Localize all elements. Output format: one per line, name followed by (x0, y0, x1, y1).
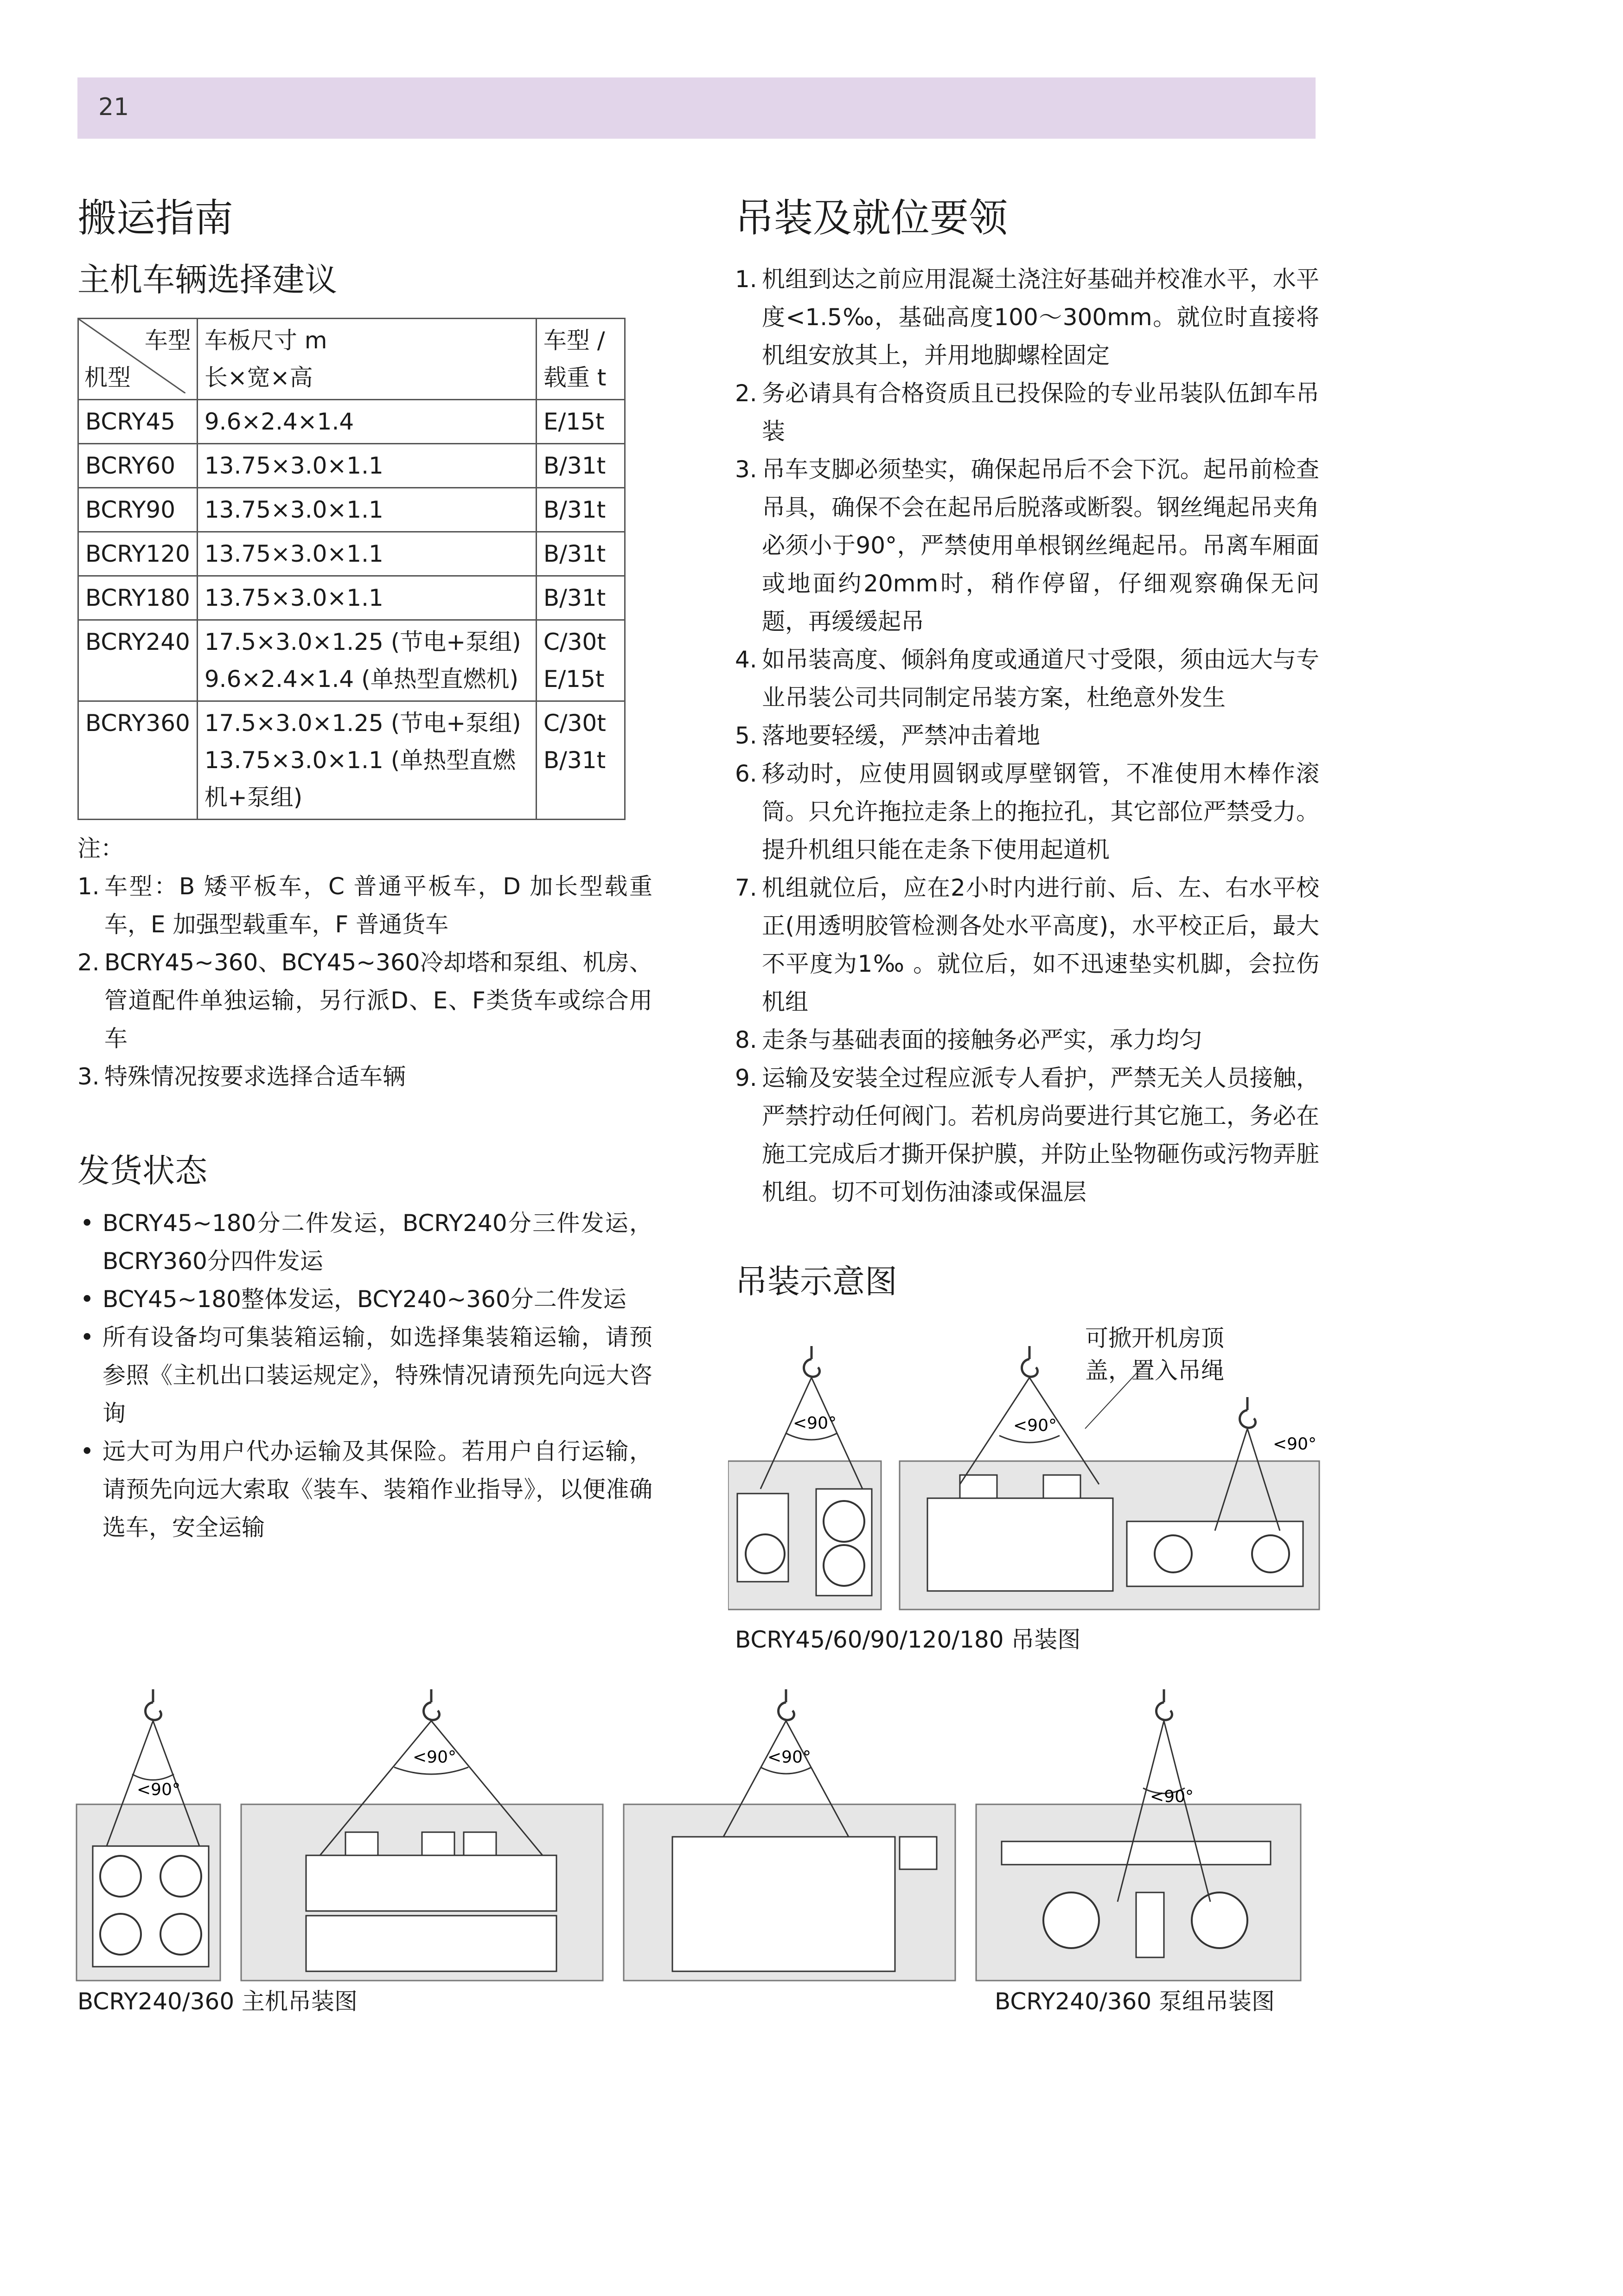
list-item: • 远大可为用户代办运输及其保险。若用户自行运输，请预先向远大索取《装车、装箱作业指导》，以便准确选车，安全运输 (80, 1437, 652, 1541)
hoisting-list (735, 260, 1319, 1211)
caption-pump-set: BCRY240/360 泵组吊装图 (995, 1988, 1275, 2015)
table-row: BCRY45 9.6×2.4×1.4 E/15t (78, 399, 625, 443)
roof-callout: 可掀开机房顶 盖，置入吊绳 (1085, 1325, 1224, 1384)
hook-icon (1157, 1689, 1172, 1720)
angle-label: <90° (137, 1780, 180, 1799)
vehicle-selection-title: 主机车辆选择建议 (77, 260, 337, 299)
angle-label: <90° (793, 1414, 837, 1433)
shipping-list (77, 1204, 652, 1546)
hook-icon (1022, 1346, 1038, 1377)
list-item: 8. 走条与基础表面的接触务必严实，承力均匀 (735, 1026, 1202, 1053)
table-row: BCRY90 13.75×3.0×1.1 B/31t (78, 487, 625, 532)
angle-label: <90° (1273, 1435, 1316, 1454)
shipping-status-title: 发货状态 (77, 1151, 207, 1190)
angle-label: <90° (1013, 1416, 1057, 1435)
hoisting-diagram-large-units (74, 1688, 1326, 1995)
list-item: 1. 机组到达之前应用混凝土浇注好基础并校准水平，水平度<1.5‰，基础高度100～300mm。就位时直接将机组安放其上，并用地脚螺栓固定 (735, 265, 1319, 369)
list-item: 9. 运输及安装全过程应派专人看护，严禁无关人员接触，严禁拧动任何阀门。若机房尚要进行其它施工，务必在施工完成后才撕开保护膜，并防止坠物砸伤或污物弄脏机组。切不可划伤油漆或保温层 (735, 1064, 1319, 1206)
table-row: BCRY360 17.5×3.0×1.25 (节电+泵组) 13.75×3.0×1.1 (单热型直燃 机+泵组) C/30t B/31t (78, 701, 625, 819)
table-row: BCRY120 13.75×3.0×1.1 B/31t (78, 532, 625, 576)
table-row: BCRY240 17.5×3.0×1.25 (节电+泵组) 9.6×2.4×1.4 (单热型直燃机) C/30t E/15t (78, 620, 625, 701)
hook-icon (146, 1689, 161, 1720)
corner-label-model: 机型 (84, 364, 131, 391)
corner-label-vehicle-type: 车型 (144, 327, 191, 354)
angle-label: <90° (1150, 1787, 1194, 1806)
hook-icon (779, 1689, 794, 1720)
list-item: 2. BCRY45~360、BCY45~360冷却塔和泵组、机房、管道配件单独运输，另行派D、E、F类货车或综合用车 (77, 949, 652, 1052)
table-notes (77, 829, 652, 1096)
list-item: • BCRY45~180分二件发运，BCRY240分三件发运，BCRY360分四件发运 (80, 1209, 652, 1275)
table-row: BCRY60 13.75×3.0×1.1 B/31t (78, 443, 625, 487)
header-vehicle-load: 车型 / 载重 t (536, 318, 625, 399)
list-item: 5. 落地要轻缓，严禁冲击着地 (735, 722, 1040, 749)
header-board-size: 车板尺寸 m 长×宽×高 (197, 318, 536, 399)
hoisting-diagram-small-units (728, 1336, 1322, 1623)
table-row: BCRY180 13.75×3.0×1.1 B/31t (78, 576, 625, 620)
section-title-transport: 搬运指南 (77, 195, 234, 241)
list-item: 1. 车型：B 矮平板车，C 普通平板车，D 加长型载重车，E 加强型载重车，F 普通货车 (77, 872, 652, 938)
page-number: 21 (98, 93, 129, 121)
angle-label: <90° (767, 1748, 811, 1767)
list-item: • BCY45~180整体发运，BCY240~360分二件发运 (80, 1285, 626, 1313)
section-title-hoisting: 吊装及就位要领 (735, 195, 1008, 241)
hook-icon (1240, 1397, 1256, 1428)
table-header-row (78, 318, 625, 399)
vehicle-table (77, 318, 626, 820)
angle-label: <90° (413, 1748, 456, 1767)
caption-main-unit: BCRY240/360 主机吊装图 (77, 1988, 358, 2015)
list-item: 4. 如吊装高度、倾斜角度或通道尺寸受限，须由远大与专业吊装公司共同制定吊装方案，杜绝意外发生 (735, 646, 1319, 711)
hook-icon (424, 1689, 440, 1720)
page-header-bar (77, 77, 1316, 139)
list-item: 3. 特殊情况按要求选择合适车辆 (77, 1063, 406, 1090)
left-column (77, 195, 652, 1546)
table-corner-cell (78, 318, 198, 399)
right-column (735, 195, 1319, 1315)
notes-label: 注： (77, 834, 124, 862)
list-item: 3. 吊车支脚必须垫实，确保起吊后不会下沉。起吊前检查吊具，确保不会在起吊后脱落或断裂。钢丝绳起吊夹角必须小于90°，严禁使用单根钢丝绳起吊。吊离车厢面或地面约20mm时，稍作停留，仔细观察确保无问题，再缓缓起吊 (735, 455, 1319, 635)
caption-small-units: BCRY45/60/90/120/180 吊装图 (735, 1626, 1081, 1653)
list-item: • 所有设备均可集装箱运输，如选择集装箱运输，请预参照《主机出口装运规定》，特殊情况请预先向远大咨询 (80, 1323, 652, 1427)
list-item: 6. 移动时，应使用圆钢或厚壁钢管，不准使用木棒作滚筒。只允许拖拉走条上的拖拉孔，其它部位严禁受力。提升机组只能在走条下使用起道机 (735, 760, 1319, 863)
list-item: 2. 务必请具有合格资质且已投保险的专业吊装队伍卸车吊装 (735, 379, 1319, 445)
list-item: 7. 机组就位后，应在2小时内进行前、后、左、右水平校正(用透明胶管检测各处水平高度)，水平校正后，最大不平度为1‰ 。就位后，如不迅速垫实机脚，会拉伤机组 (735, 874, 1319, 1015)
hook-icon (804, 1346, 820, 1377)
hoisting-diagram-title: 吊装示意图 (735, 1262, 897, 1301)
